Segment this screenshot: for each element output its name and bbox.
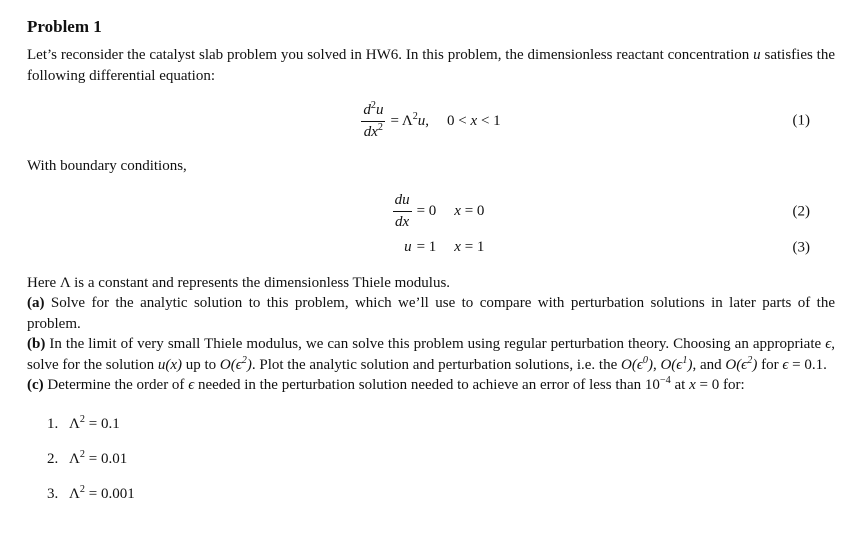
case-list: [27, 414, 835, 504]
fraction-denominator: dx: [394, 214, 410, 230]
part-b-paragraph: (b) In the limit of very small Thiele modulus, we can solve this problem using regular perturbation theory. Choosing an appropriate ϵ, solve for the solution u(x) up to $O(\epsilon^2)$. Plot the analytic solution and perturbation solutions, i.e. the $O(\epsilon^0)$, $O(\epsilon^1)$, and $O(\epsilon^2)$ for ϵ = 0.1.: [27, 336, 835, 373]
equation-1-content: [361, 99, 501, 141]
fraction-numerator: $d^2u$: [361, 102, 385, 122]
equation-3-lhs: u: [404, 239, 412, 255]
list-item-text: $\Lambda^2 = 0.001$: [69, 483, 135, 502]
equation-3-content: [378, 238, 485, 257]
list-item-text: $\Lambda^2 = 0.01$: [69, 448, 128, 467]
equation-1-domain: 0 < x < 1: [447, 112, 501, 129]
list-item: [47, 449, 835, 469]
equation-2-lhs: [378, 192, 412, 231]
problem-title: Problem 1: [27, 17, 102, 36]
fraction-d2u-dx2: [361, 99, 385, 141]
equation-number-2: (2): [792, 203, 810, 219]
boundary-conditions-line: With boundary conditions,: [27, 158, 187, 174]
equation-2-rhs: = 0: [416, 203, 437, 219]
list-item-number: 1.: [47, 415, 59, 432]
equation-3-condition: x = 1: [454, 239, 485, 255]
equation-2-content: [378, 192, 485, 231]
equation-3: [27, 237, 835, 259]
fraction-numerator: du: [393, 192, 412, 212]
equation-1: [27, 97, 835, 145]
equation-number-1: (1): [792, 112, 810, 129]
list-item-number: 2.: [47, 450, 59, 467]
list-item: [47, 484, 835, 504]
equation-2-condition: x = 0: [454, 203, 485, 219]
thiele-modulus-line: Here Λ is a constant and represents the dimensionless Thiele modulus.: [27, 274, 451, 291]
fraction-du-dx: [393, 192, 412, 231]
part-a-paragraph: (a) Solve for the analytic solution to this problem, which we’ll use to compare with perturbation solutions in later parts of the problem.: [27, 295, 835, 332]
fraction-denominator: $dx^2$: [363, 121, 384, 140]
equation-2: [27, 190, 835, 234]
list-item: [47, 414, 835, 434]
equation-3-rhs: = 1: [416, 239, 437, 255]
equation-number-3: (3): [792, 239, 810, 255]
list-item-number: 3.: [47, 485, 59, 502]
equation-1-rhs: = $\Lambda^2u$,: [390, 110, 430, 129]
list-item-text: $\Lambda^2 = 0.1$: [69, 413, 120, 432]
part-c-paragraph: (c) Determine the order of ϵ needed in the perturbation solution needed to achieve an error of less than $10^{-4}$ at x = 0 for:: [27, 375, 745, 393]
intro-paragraph: Let’s reconsider the catalyst slab problem you solved in HW6. In this problem, the dimensionless reactant concentration u satisfies the following differential equation:: [27, 47, 835, 84]
